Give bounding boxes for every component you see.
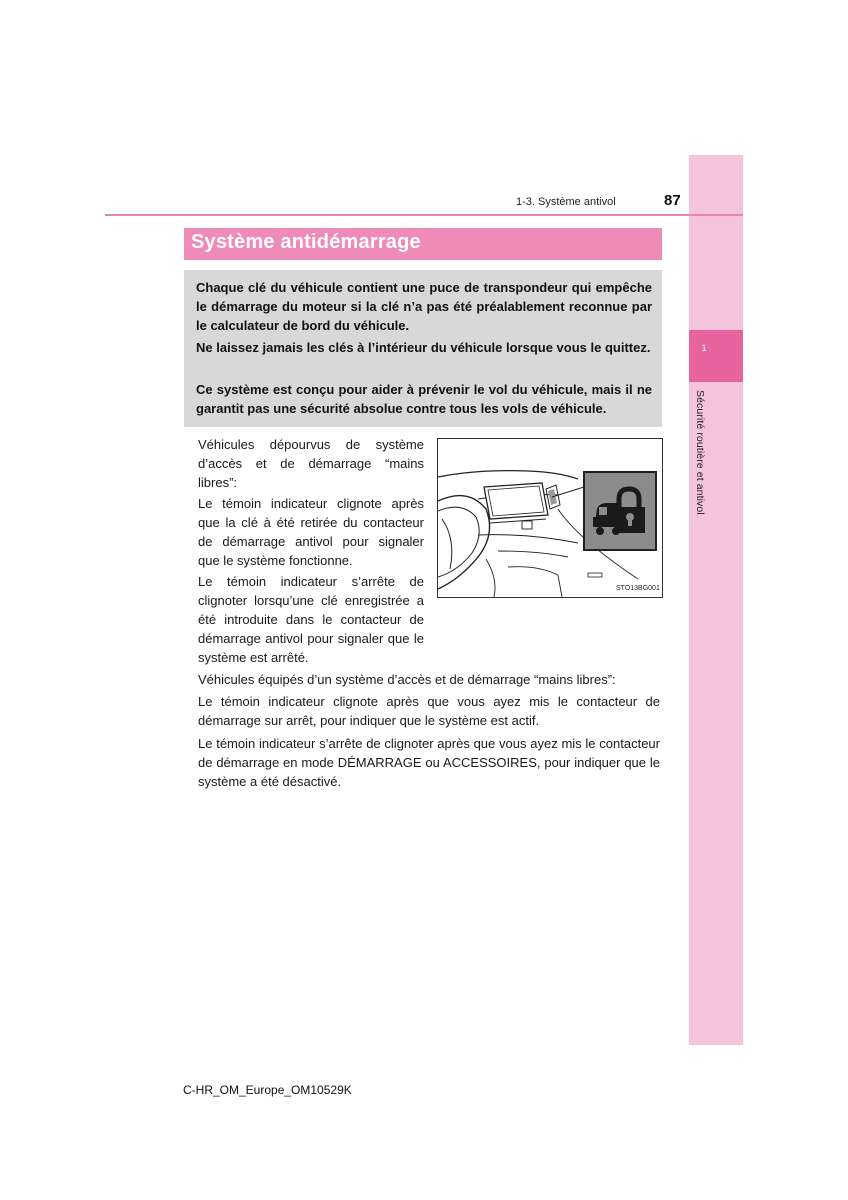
dashboard-figure xyxy=(437,438,663,598)
side-tab-label: Sécurité routière et antivol xyxy=(694,390,706,515)
body-paragraph-2: Le témoin indicateur clignote après que la clé à été retirée du contacteur de démarrage antivol pour signaler que le système fonctionne. xyxy=(198,496,424,568)
body-paragraph-5: Le témoin indicateur clignote après que vous ayez mis le contacteur de démarrage sur arrêt, pour indiquer que le système est actif. xyxy=(198,694,660,728)
body-paragraph-4: Véhicules équipés d’un système d’accès et de démarrage “mains libres”: xyxy=(198,672,616,687)
header-section: 1-3. Système antivol xyxy=(516,196,616,208)
body-paragraph-6: Le témoin indicateur s’arrête de clignoter après que vous ayez mis le contacteur de démarrage en mode DÉMARRAGE ou ACCESSOIRES, pour indiquer que le système a été désactivé. xyxy=(198,736,660,789)
side-tab-number: 1 xyxy=(701,343,707,353)
body-paragraph-1: Véhicules dépourvus de système d’accès et de démarrage “mains libres”: xyxy=(198,437,424,490)
footer-doc-code: C-HR_OM_Europe_OM10529K xyxy=(183,1083,352,1097)
intro-paragraph-3: Ce système est conçu pour aider à prévenir le vol du véhicule, mais il ne garantit pas une sécurité absolue contre tous les vols de véhicule. xyxy=(196,382,652,416)
car-lock-indicator-icon xyxy=(583,471,657,551)
page-number: 87 xyxy=(664,192,681,209)
intro-paragraph-2: Ne laissez jamais les clés à l’intérieur du véhicule lorsque vous le quittez. xyxy=(196,340,651,355)
side-tab-chapter-marker xyxy=(689,330,743,382)
side-tab xyxy=(689,155,743,1045)
figure-code: STO13BG001 xyxy=(616,585,660,592)
page-title: Système antidémarrage xyxy=(191,231,421,253)
intro-paragraph-1: Chaque clé du véhicule contient une puce de transpondeur qui empêche le démarrage du moteur si la clé n’a pas été préalablement reconnue par le calculateur de bord du véhicule. xyxy=(196,280,652,333)
body-paragraph-3: Le témoin indicateur s’arrête de clignoter lorsqu’une clé enregistrée a été introduite dans le contacteur de démarrage antivol pour signaler que le système est arrêté. xyxy=(198,574,424,665)
header-divider xyxy=(105,214,743,216)
